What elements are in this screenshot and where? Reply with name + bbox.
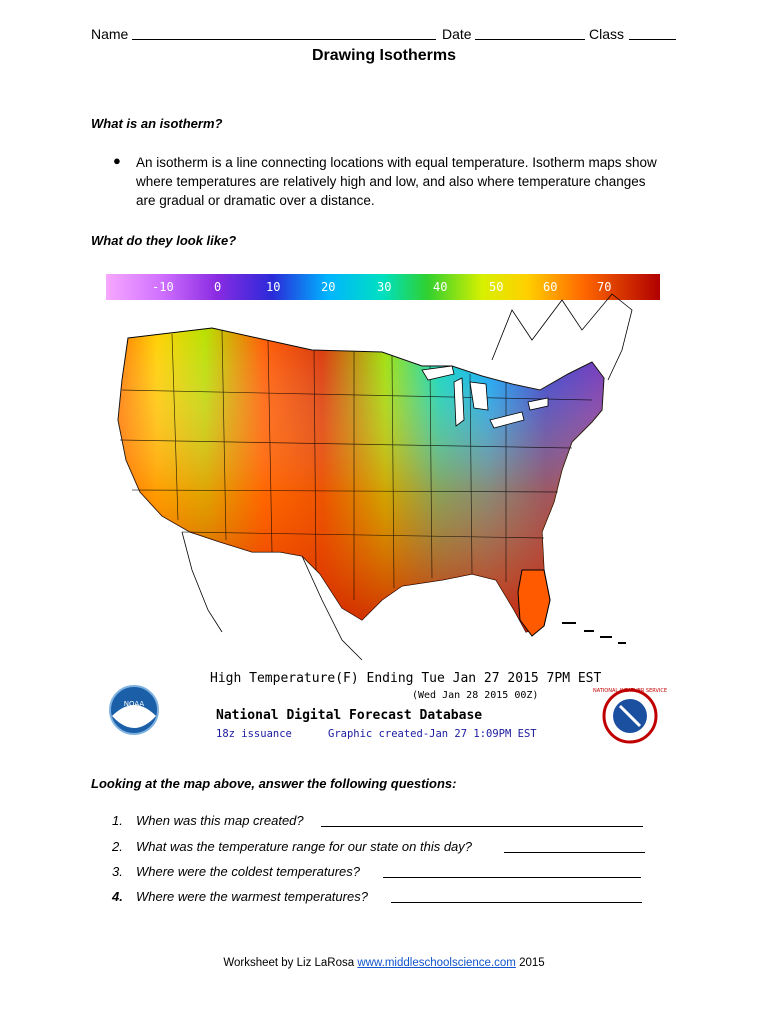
bullet-icon: ● [113, 153, 121, 168]
date-label: Date [442, 26, 472, 42]
list-item [0, 839, 768, 859]
isotherm-definition: An isotherm is a line connecting locations with equal temperature. Isotherm maps show where temperatures are relatively high and low, and also where temperature changes are gradual or dramatic over a distance. [136, 155, 657, 208]
scale-label: -10 [152, 280, 174, 294]
footer-link[interactable]: www.middleschoolscience.com [357, 957, 516, 969]
list-item [0, 889, 768, 909]
question-text: Where were the coldest temperatures? [136, 864, 360, 879]
answer-line-1[interactable] [321, 814, 643, 827]
scale-label: 40 [433, 280, 448, 294]
us-map [118, 294, 632, 660]
map-caption-title: High Temperature(F) Ending Tue Jan 27 2015 7PM EST [210, 671, 602, 686]
question-answer-prompt: Looking at the map above, answer the following questions: [91, 776, 457, 791]
question-number: 3. [112, 864, 123, 879]
footer-credit: Worksheet by Liz LaRosa [223, 957, 358, 969]
answer-line-2[interactable] [504, 840, 645, 853]
scale-label: 20 [321, 280, 336, 294]
question-what-look-like: What do they look like? [91, 233, 237, 248]
name-field-line[interactable] [132, 27, 436, 40]
name-label: Name [91, 26, 129, 42]
list-item [0, 813, 768, 833]
scale-label: 30 [377, 280, 392, 294]
scale-label: 50 [489, 280, 504, 294]
answer-line-3[interactable] [383, 865, 641, 878]
footer-year: 2015 [515, 957, 545, 969]
list-item [0, 864, 768, 884]
map-caption-created: Graphic created-Jan 27 1:09PM EST [328, 728, 537, 740]
answer-line-4[interactable] [391, 890, 642, 903]
question-text: What was the temperature range for our state on this day? [136, 839, 473, 854]
question-what-is-isotherm: What is an isotherm? [91, 116, 223, 131]
scale-label: 0 [214, 280, 222, 294]
question-text: When was this map created? [136, 813, 304, 828]
scale-label: 60 [543, 280, 558, 294]
page-title: Drawing Isotherms [311, 47, 457, 64]
nws-logo [593, 688, 667, 742]
question-number: 1. [112, 813, 123, 828]
footer [0, 957, 768, 969]
scale-label: 70 [597, 280, 612, 294]
date-field-line[interactable] [475, 27, 585, 40]
temperature-map-svg [92, 270, 672, 750]
scale-label: 10 [266, 280, 281, 294]
class-label: Class [589, 26, 625, 42]
question-number: 4. [112, 889, 123, 904]
noaa-logo [110, 686, 158, 734]
nws-logo-text: NATIONAL WEATHER SERVICE [592, 688, 668, 694]
temperature-map-figure [92, 270, 672, 750]
noaa-logo-text: NOAA [123, 700, 145, 708]
map-caption-issuance: 18z issuance [216, 728, 292, 740]
question-number: 2. [112, 839, 123, 854]
question-text: Where were the warmest temperatures? [136, 889, 368, 904]
map-caption-source: National Digital Forecast Database [216, 708, 483, 723]
map-caption-utc: (Wed Jan 28 2015 00Z) [412, 690, 539, 701]
class-field-line[interactable] [629, 27, 676, 40]
